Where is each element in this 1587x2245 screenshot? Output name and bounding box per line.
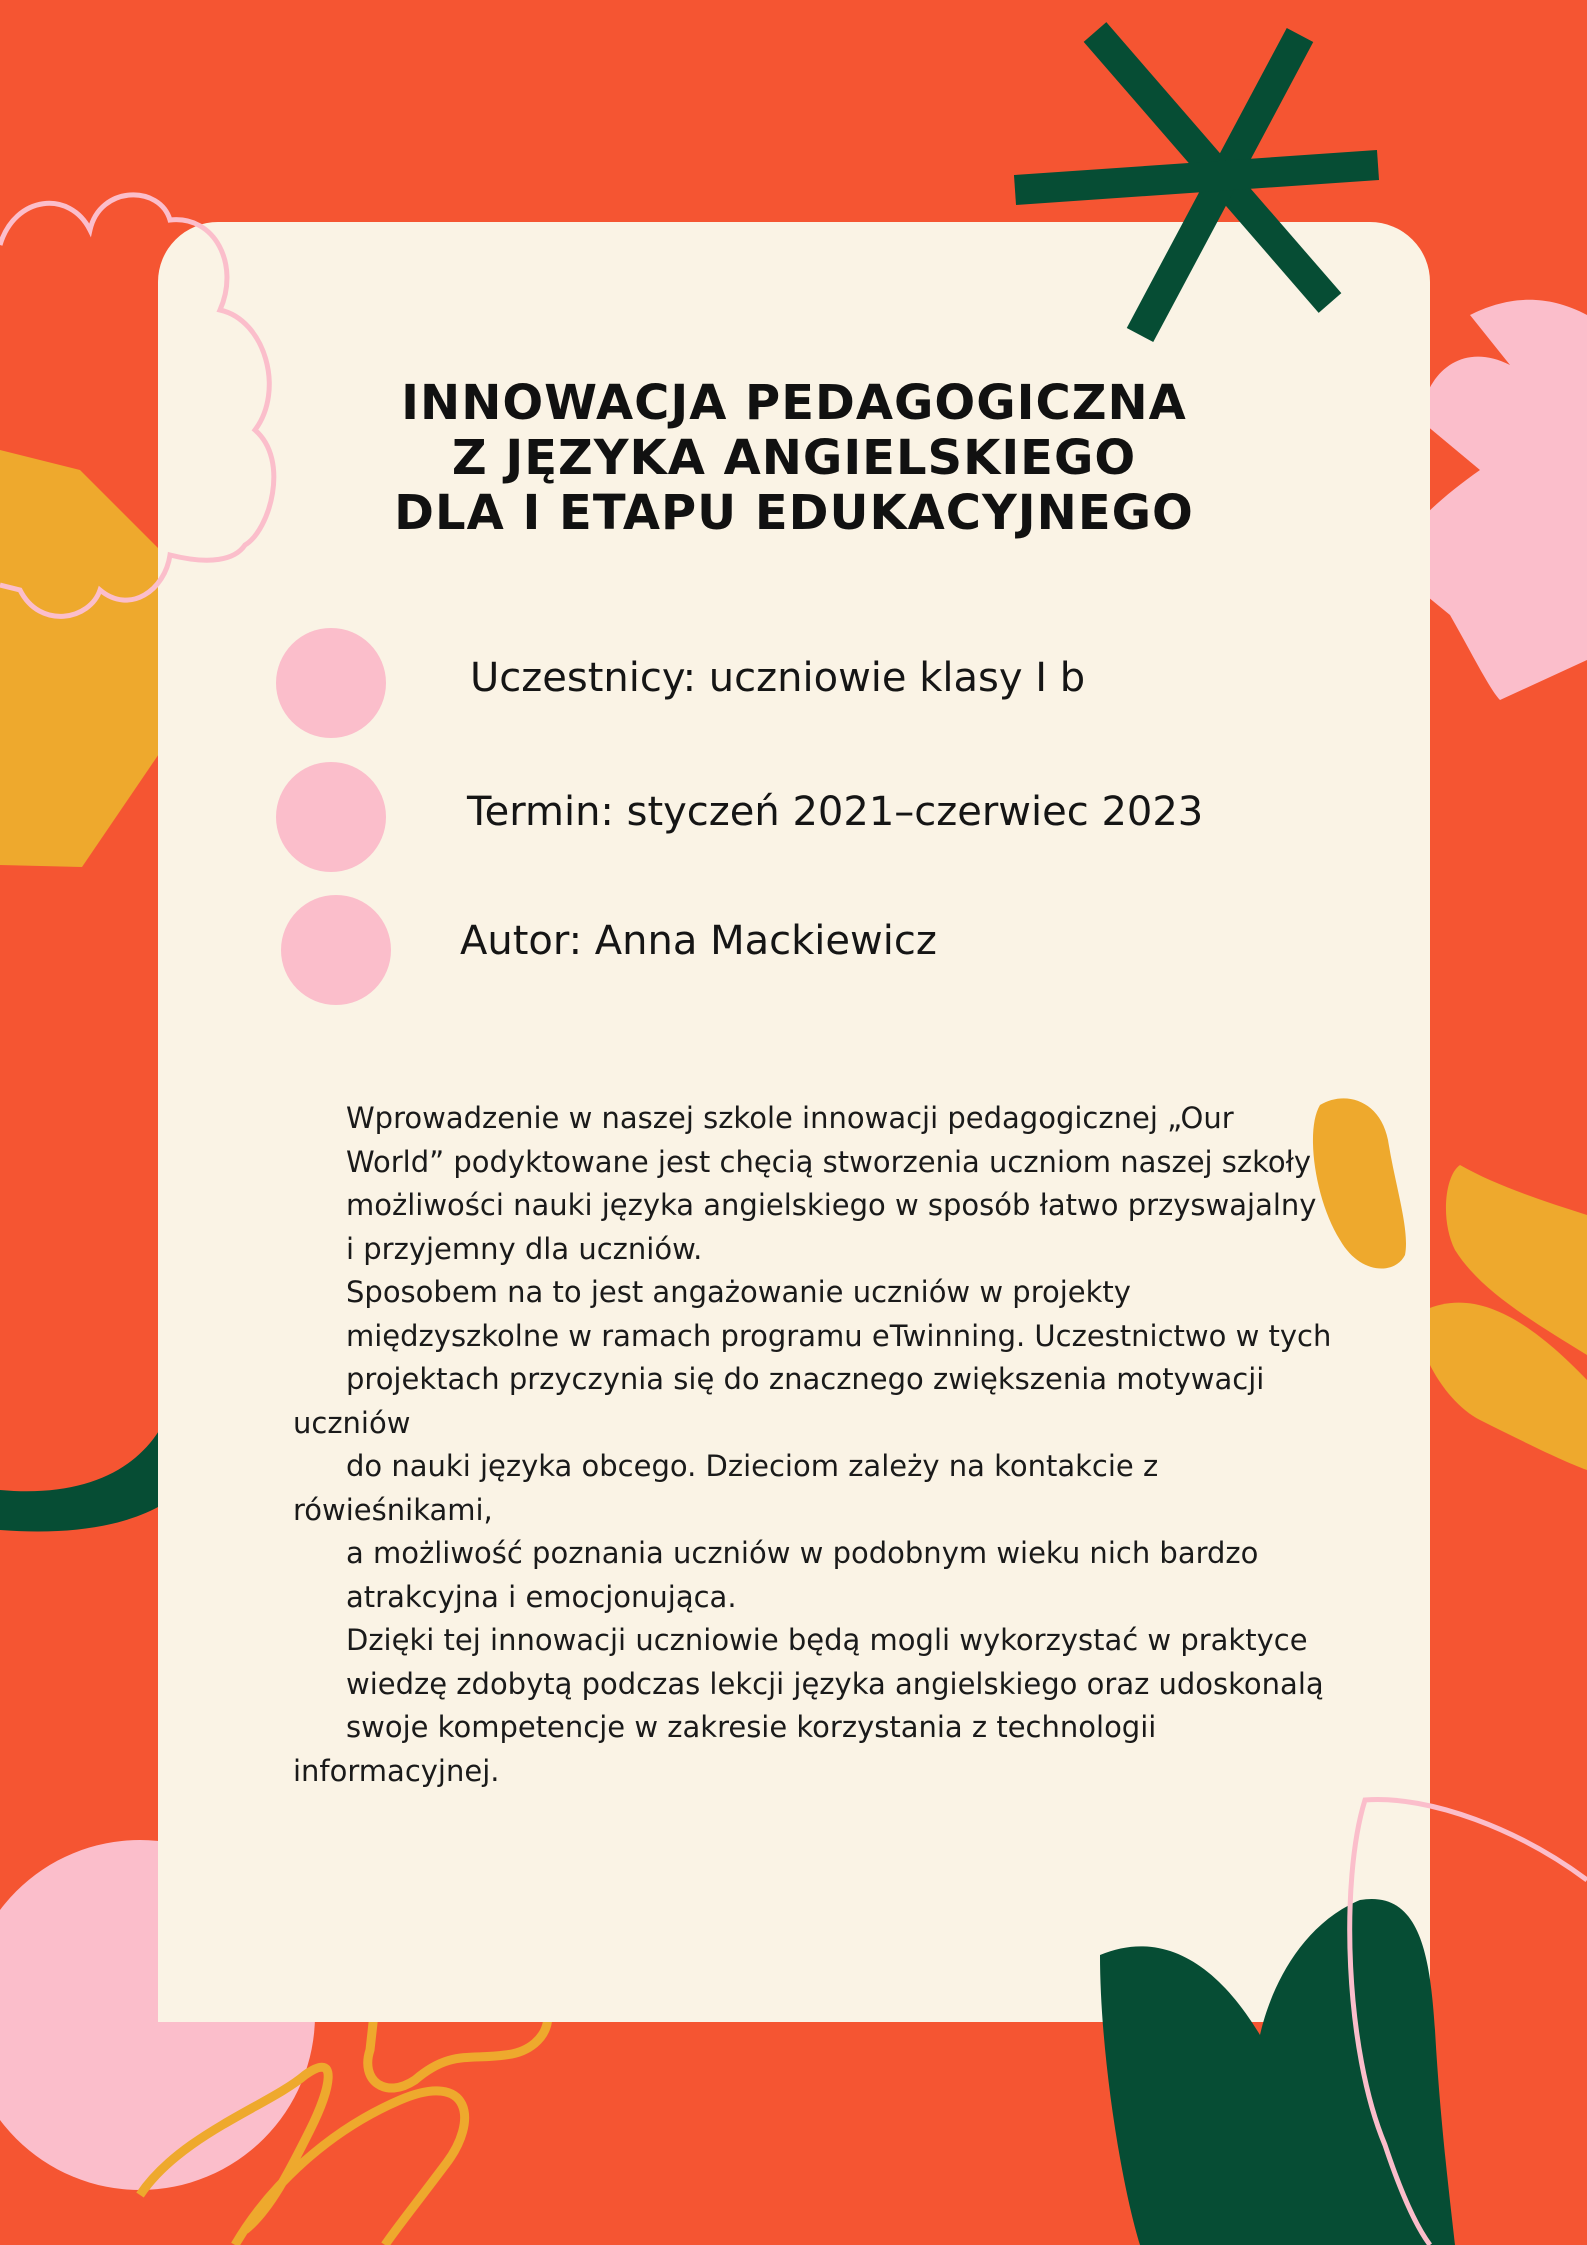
paragraph-2	[293, 1271, 1343, 1619]
paragraph-line: możliwości nauki języka angielskiego w sposób łatwo przyswajalny	[346, 1188, 1317, 1222]
title-line-3: DLA I ETAPU EDUKACYJNEGO	[394, 485, 1194, 541]
paragraph-line: Wprowadzenie w naszej szkole innowacji pedagogicznej „Our	[346, 1101, 1234, 1135]
paragraph-line: atrakcyjna i emocjonująca.	[346, 1579, 737, 1614]
paragraph-3	[293, 1619, 1343, 1793]
paragraph-line: World” podyktowane jest chęcią stworzenia uczniom naszej szkoły	[346, 1144, 1312, 1179]
paragraph-line: do nauki języka obcego. Dzieciom zależy na kontakcie z rówieśnikami,	[293, 1449, 1159, 1527]
participants-text: Uczestnicy: uczniowie klasy I b	[470, 655, 1086, 701]
pink-bullet-dot-1	[276, 628, 386, 738]
page-title	[158, 376, 1430, 541]
green-asterisk-shape	[1015, 32, 1378, 335]
term-text: Termin: styczeń 2021–czerwiec 2023	[467, 789, 1204, 835]
pink-bullet-dot-3	[281, 895, 391, 1005]
title-line-2: Z JĘZYKA ANGIELSKIEGO	[451, 430, 1137, 486]
paragraph-line: wiedzę zdobytą podczas lekcji języka angielskiego oraz udoskonalą	[346, 1666, 1324, 1701]
paragraph-line: a możliwość poznania uczniów w podobnym wieku nich bardzo	[346, 1536, 1259, 1570]
title-line-1: INNOWACJA PEDAGOGICZNA	[401, 375, 1187, 431]
paragraph-1	[293, 1097, 1343, 1271]
paragraph-line: Dzięki tej innowacji uczniowie będą mogli wykorzystać w praktyce	[346, 1623, 1308, 1657]
paragraph-line: swoje kompetencje w zakresie korzystania z technologii informacyjnej.	[293, 1710, 1157, 1788]
paragraph-line: Sposobem na to jest angażowanie uczniów w projekty	[346, 1275, 1131, 1309]
paragraph-line: projektach przyczynia się do znacznego zwiększenia motywacji uczniów	[293, 1362, 1265, 1440]
description-text	[293, 1097, 1343, 1793]
pink-bullet-dot-2	[276, 762, 386, 872]
paragraph-line: i przyjemny dla uczniów.	[346, 1231, 703, 1266]
paragraph-line: międzyszkolne w ramach programu eTwinning. Uczestnictwo w tych	[346, 1318, 1332, 1353]
author-text: Autor: Anna Mackiewicz	[460, 918, 937, 964]
